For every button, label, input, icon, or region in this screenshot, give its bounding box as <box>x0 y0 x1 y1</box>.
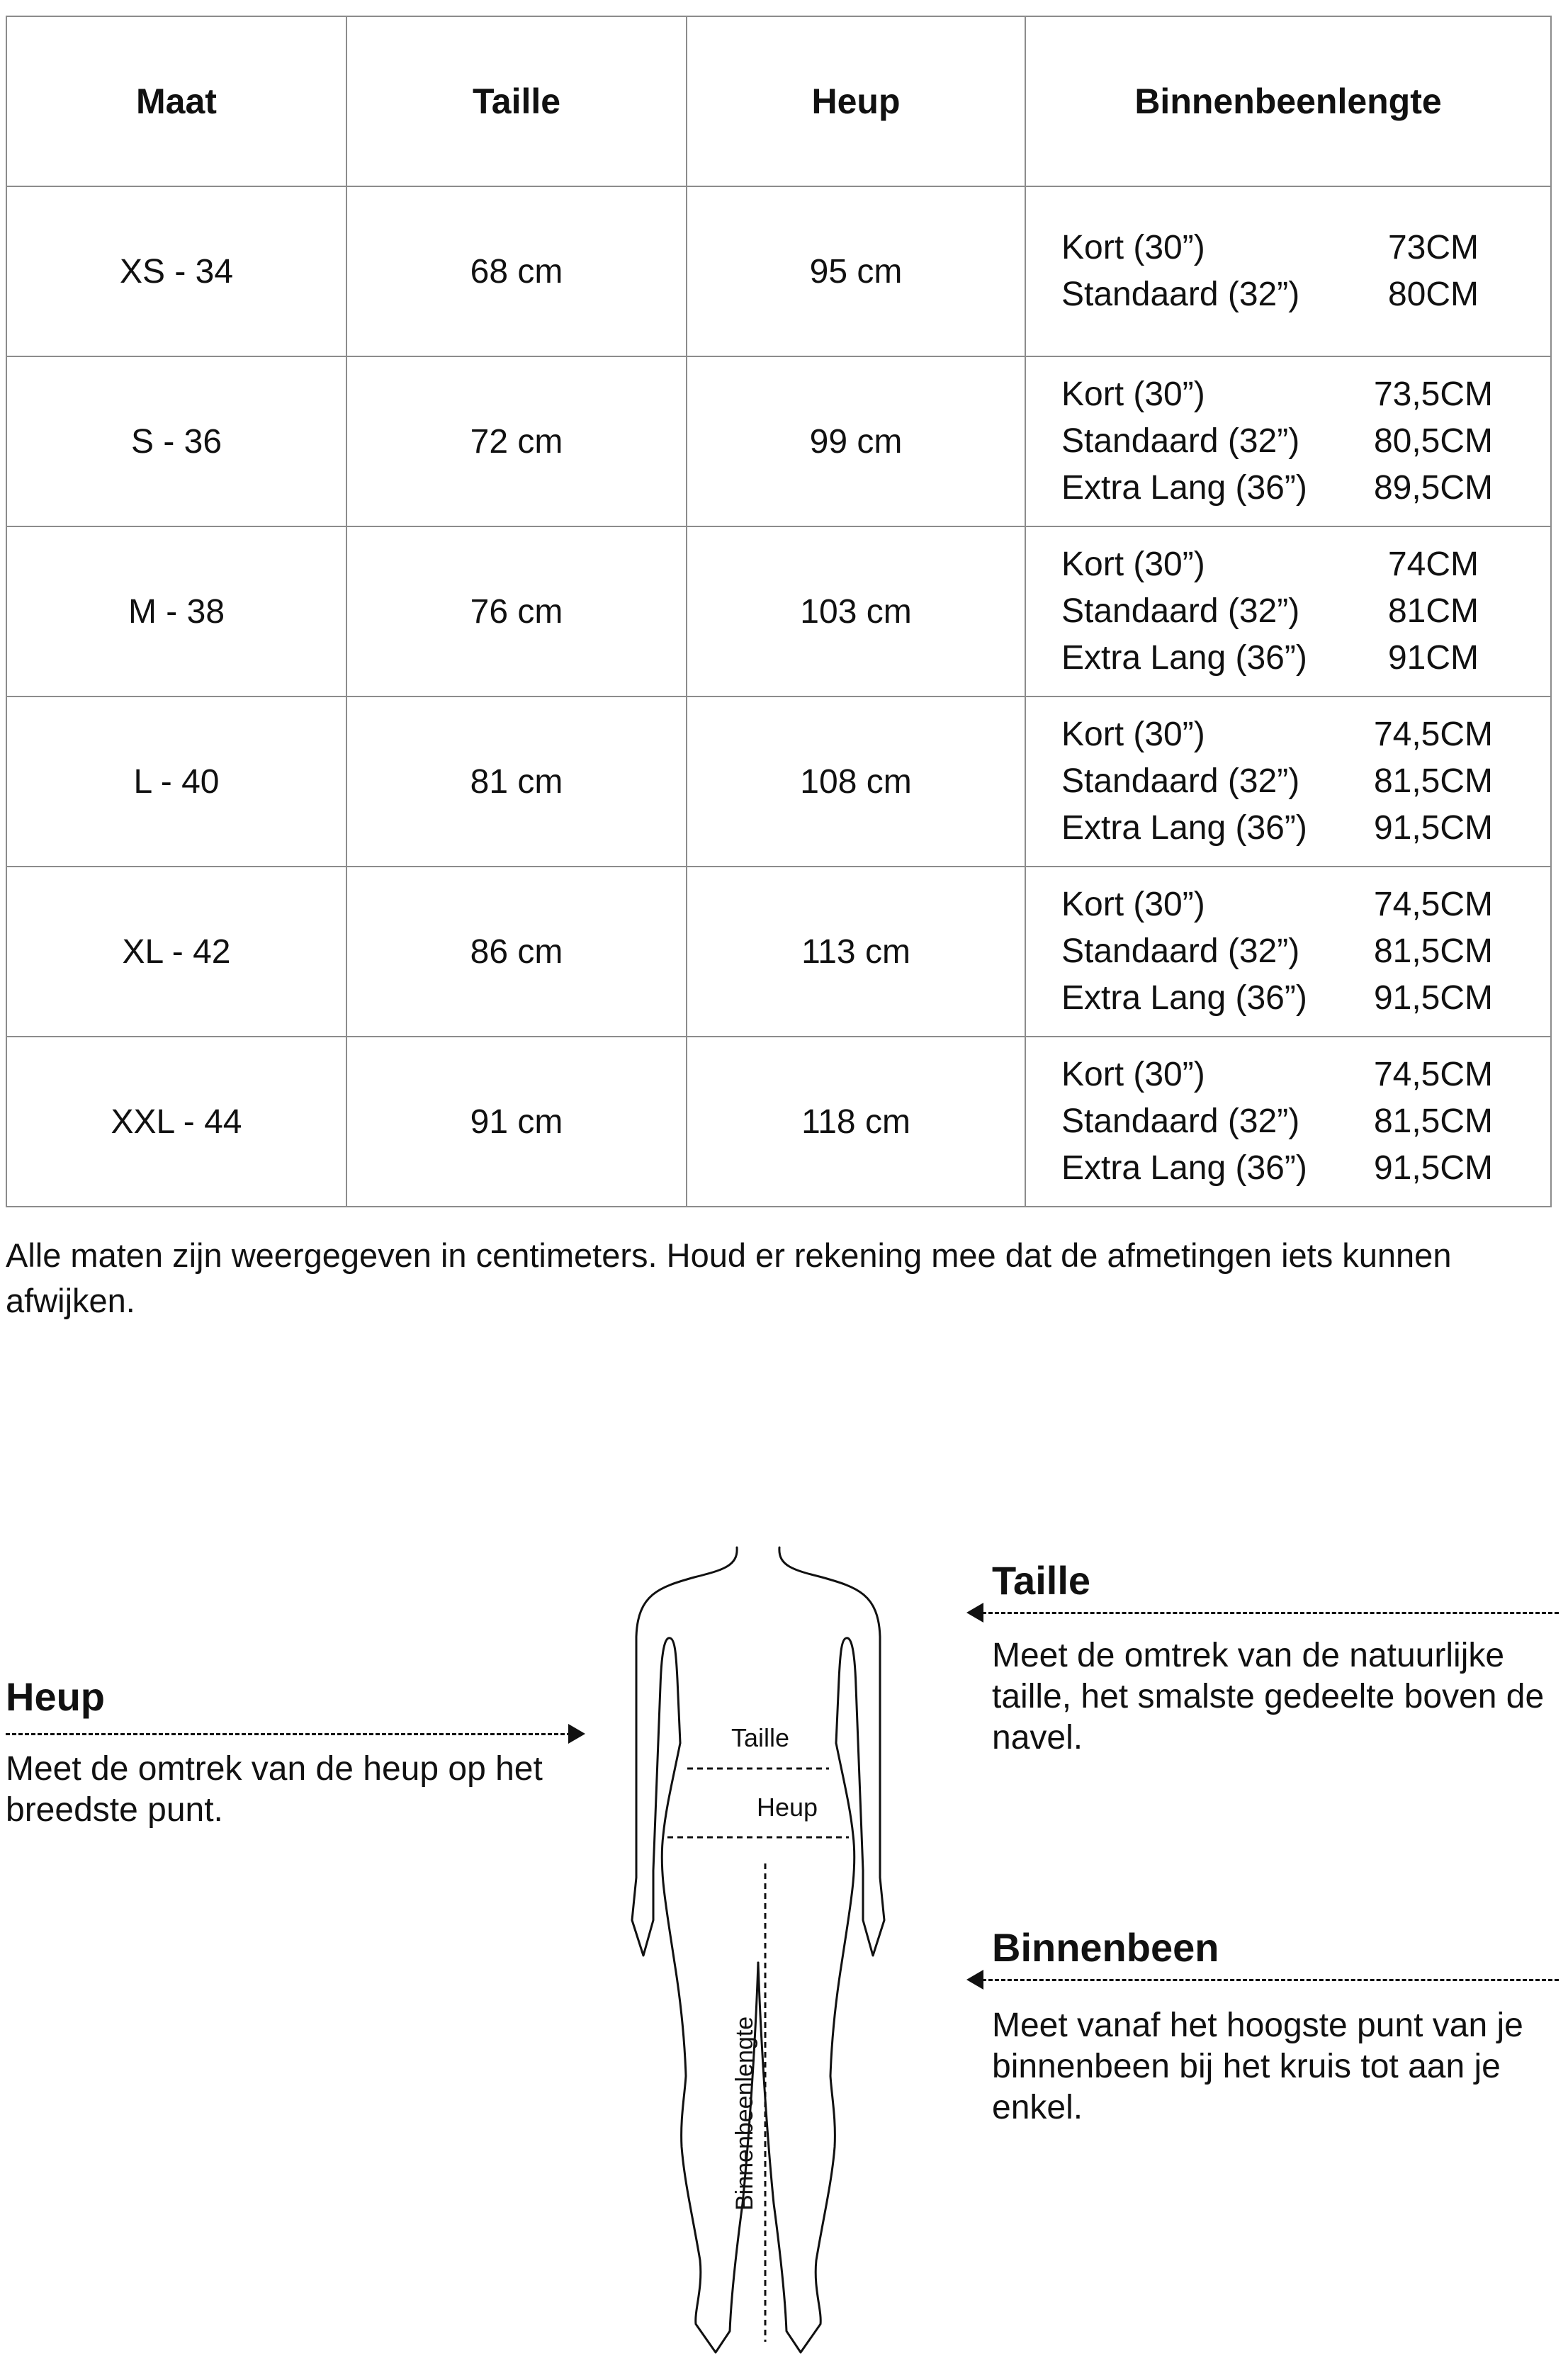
figure-inseam-label: Binnenbeenlengte <box>731 2016 758 2211</box>
inseam-list-item <box>1061 975 1508 1022</box>
inseam-length-label: Extra Lang (36”) <box>1061 1149 1307 1187</box>
inseam-length-label: Standaard (32”) <box>1061 422 1300 460</box>
inseam-list <box>1026 371 1550 512</box>
waist-guide-title: Taille <box>992 1558 1091 1603</box>
inseam-length-value: 91,5CM <box>1373 1149 1494 1187</box>
body-outline-icon <box>616 1538 900 2359</box>
hip-guide <box>6 1672 558 1722</box>
inseam-length-value: 81,5CM <box>1373 932 1494 970</box>
inseam-length-value: 89,5CM <box>1373 469 1494 507</box>
waist-cell: 86 cm <box>346 867 687 1037</box>
waist-guide-text: Meet de omtrek van de natuurlijke taille, het smalste gedeelte boven de navel. <box>992 1637 1545 1756</box>
inseam-list-item <box>1061 271 1508 318</box>
inseam-length-value: 74CM <box>1387 546 1479 583</box>
inseam-list-item <box>1061 928 1508 975</box>
inseam-length-label: Kort (30”) <box>1061 1056 1205 1093</box>
hip-cell: 99 cm <box>687 356 1025 526</box>
table-row <box>6 867 1551 1037</box>
inseam-length-value: 80CM <box>1387 276 1479 313</box>
waist-guide-body <box>992 1635 1545 1759</box>
inseam-list-item <box>1061 758 1508 805</box>
figure-hip-label: Heup <box>757 1793 818 1822</box>
inseam-list-item <box>1061 711 1508 758</box>
inseam-cell <box>1025 867 1551 1037</box>
hip-arrow-icon <box>568 1724 585 1744</box>
table-row <box>6 1037 1551 1207</box>
inseam-length-value: 73CM <box>1387 229 1479 266</box>
hip-cell: 95 cm <box>687 186 1025 356</box>
waist-arrow-icon <box>966 1603 983 1623</box>
inseam-length-value: 74,5CM <box>1373 886 1494 923</box>
waist-cell: 91 cm <box>346 1037 687 1207</box>
waist-guide-dashed-line <box>982 1612 1559 1614</box>
inseam-length-value: 74,5CM <box>1373 716 1494 753</box>
inseam-list <box>1026 881 1550 1022</box>
hip-cell: 118 cm <box>687 1037 1025 1207</box>
inseam-cell <box>1025 1037 1551 1207</box>
inseam-list <box>1026 225 1550 318</box>
size-cell: XS - 34 <box>6 186 346 356</box>
inseam-length-value: 80,5CM <box>1373 422 1494 460</box>
inseam-list-item <box>1061 225 1508 271</box>
inseam-length-label: Extra Lang (36”) <box>1061 979 1307 1017</box>
inseam-list-item <box>1061 588 1508 635</box>
table-row <box>6 526 1551 697</box>
hip-cell: 108 cm <box>687 697 1025 867</box>
size-cell: L - 40 <box>6 697 346 867</box>
inseam-list-item <box>1061 371 1508 418</box>
inseam-length-label: Extra Lang (36”) <box>1061 639 1307 677</box>
inseam-list-item <box>1061 1145 1508 1192</box>
inseam-length-value: 81,5CM <box>1373 762 1494 800</box>
inseam-length-label: Kort (30”) <box>1061 229 1205 266</box>
inseam-cell <box>1025 526 1551 697</box>
inseam-guide-body <box>992 2005 1552 2128</box>
header-hip: Heup <box>687 16 1025 186</box>
table-body <box>6 186 1551 1207</box>
inseam-list <box>1026 711 1550 852</box>
inseam-cell <box>1025 356 1551 526</box>
table-row <box>6 356 1551 526</box>
inseam-length-value: 73,5CM <box>1373 376 1494 413</box>
inseam-length-label: Standaard (32”) <box>1061 1102 1300 1140</box>
inseam-length-value: 74,5CM <box>1373 1056 1494 1093</box>
waist-cell: 76 cm <box>346 526 687 697</box>
inseam-length-label: Kort (30”) <box>1061 376 1205 413</box>
hip-guide-title: Heup <box>6 1674 105 1719</box>
inseam-length-label: Kort (30”) <box>1061 716 1205 753</box>
inseam-length-label: Extra Lang (36”) <box>1061 469 1307 507</box>
hip-guide-text: Meet de omtrek van de heup op het breedste punt. <box>6 1750 543 1829</box>
inseam-length-label: Standaard (32”) <box>1061 276 1300 313</box>
inseam-length-label: Kort (30”) <box>1061 886 1205 923</box>
inseam-length-label: Extra Lang (36”) <box>1061 809 1307 847</box>
inseam-list-item <box>1061 418 1508 465</box>
inseam-list-item <box>1061 465 1508 512</box>
inseam-arrow-icon <box>966 1970 983 1990</box>
inseam-length-label: Standaard (32”) <box>1061 592 1300 630</box>
hip-guide-body <box>6 1749 558 1831</box>
inseam-length-label: Standaard (32”) <box>1061 762 1300 800</box>
size-cell: XXL - 44 <box>6 1037 346 1207</box>
inseam-list <box>1026 1051 1550 1192</box>
inseam-guide <box>992 1923 1545 1973</box>
waist-guide <box>992 1556 1545 1606</box>
inseam-list <box>1026 541 1550 682</box>
inseam-length-value: 91,5CM <box>1373 979 1494 1017</box>
inseam-guide-dashed-line <box>982 1979 1559 1981</box>
hip-cell: 113 cm <box>687 867 1025 1037</box>
header-waist: Taille <box>346 16 687 186</box>
body-figure <box>616 1538 900 2359</box>
inseam-length-value: 81CM <box>1387 592 1479 630</box>
hip-cell: 103 cm <box>687 526 1025 697</box>
inseam-list-item <box>1061 805 1508 852</box>
header-size: Maat <box>6 16 346 186</box>
inseam-list-item <box>1061 635 1508 682</box>
waist-cell: 81 cm <box>346 697 687 867</box>
inseam-list-item <box>1061 1098 1508 1145</box>
hip-guide-dashed-line <box>6 1733 571 1735</box>
inseam-length-value: 91,5CM <box>1373 809 1494 847</box>
inseam-length-label: Kort (30”) <box>1061 546 1205 583</box>
inseam-list-item <box>1061 1051 1508 1098</box>
figure-waist-label: Taille <box>731 1723 790 1752</box>
table-row <box>6 186 1551 356</box>
inseam-list-item <box>1061 541 1508 588</box>
table-row <box>6 697 1551 867</box>
table-header-row <box>6 16 1551 186</box>
size-cell: M - 38 <box>6 526 346 697</box>
waist-cell: 68 cm <box>346 186 687 356</box>
inseam-guide-title: Binnenbeen <box>992 1925 1219 1970</box>
inseam-list-item <box>1061 881 1508 928</box>
inseam-length-value: 91CM <box>1387 639 1479 677</box>
inseam-cell <box>1025 186 1551 356</box>
waist-cell: 72 cm <box>346 356 687 526</box>
inseam-length-value: 81,5CM <box>1373 1102 1494 1140</box>
inseam-guide-text: Meet vanaf het hoogste punt van je binnenbeen bij het kruis tot aan je enkel. <box>992 2007 1523 2126</box>
size-chart-table <box>6 16 1552 1207</box>
size-cell: XL - 42 <box>6 867 346 1037</box>
inseam-cell <box>1025 697 1551 867</box>
footnote: Alle maten zijn weergegeven in centimeters. Houd er rekening mee dat de afmetingen iets kunnen afwijken. <box>6 1236 1452 1319</box>
inseam-length-label: Standaard (32”) <box>1061 932 1300 970</box>
header-inseam: Binnenbeenlengte <box>1025 16 1551 186</box>
size-cell: S - 36 <box>6 356 346 526</box>
